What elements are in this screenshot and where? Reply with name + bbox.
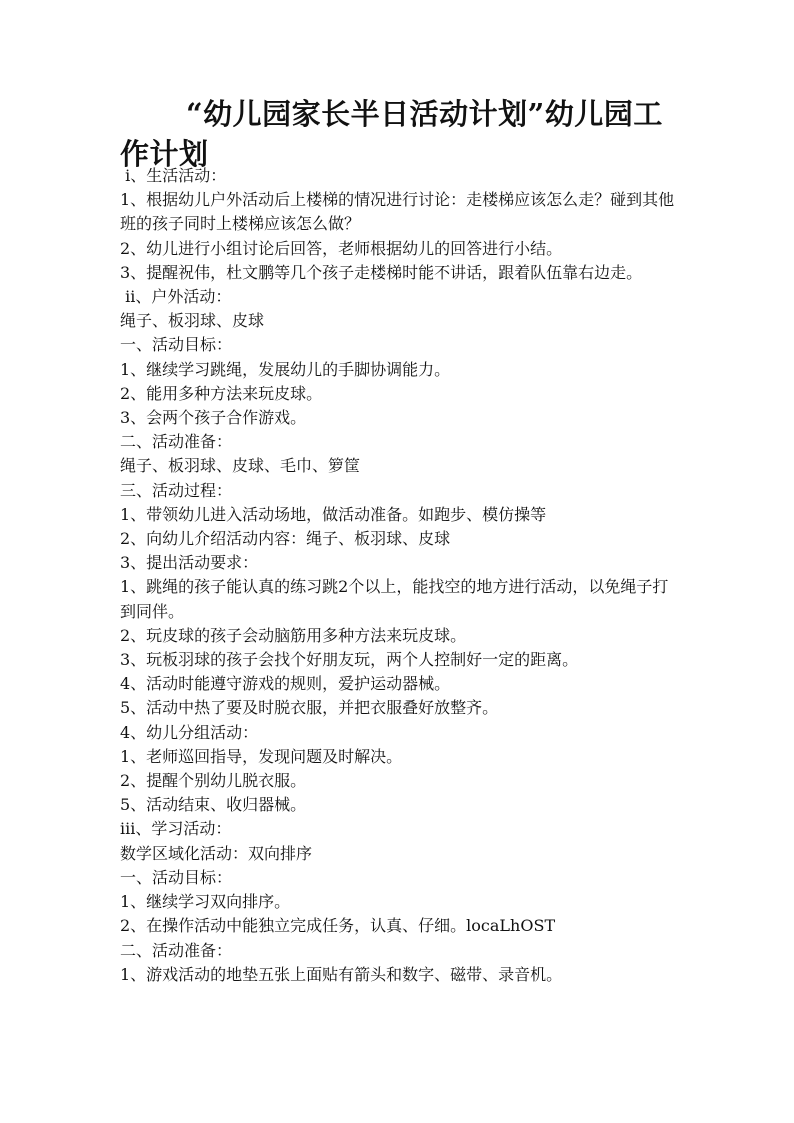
text-line: 绳子、板羽球、皮球 [120,311,265,331]
text-line: 3、提醒祝伟，杜文鹏等几个孩子走楼梯时能不讲话，跟着队伍靠右边走。 [120,262,643,282]
text-line: 绳子、板羽球、皮球、毛巾、箩筐 [120,456,361,476]
text-line: 1、游戏活动的地垫五张上面贴有箭头和数字、磁带、录音机。 [120,964,563,984]
text-line: 二、活动准备： [120,940,233,960]
text-line: 2、在操作活动中能独立完成任务，认真、仔细。locaLhOST [120,916,556,936]
text-line: ⅲ、学习活动： [120,819,232,839]
document-title: “幼儿园家长半日活动计划”幼儿园工作计划 [120,97,663,171]
text-line: 1、老师巡回指导，发现问题及时解决。 [120,746,403,766]
text-line: 1、继续学习跳绳，发展幼儿的手脚协调能力。 [120,359,451,379]
text-line: 1、继续学习双向排序。 [120,892,291,912]
document-body [120,164,680,987]
text-line: 4、活动时能遵守游戏的规则，爱护运动器械。 [120,674,451,694]
text-line: 5、活动结束、收归器械。 [120,795,307,815]
text-line: 2、幼儿进行小组讨论后回答，老师根据幼儿的回答进行小结。 [120,238,563,258]
text-line: 一、活动目标： [120,867,233,887]
text-line: ⅱ、户外活动： [120,287,232,307]
text-line: 二、活动准备： [120,432,233,452]
text-line: 3、会两个孩子合作游戏。 [120,408,307,428]
text-line: 三、活动过程： [120,480,233,500]
text-line: 4、幼儿分组活动： [120,722,259,742]
text-line: 2、向幼儿介绍活动内容：绳子、板羽球、皮球 [120,529,451,549]
text-line: 2、玩皮球的孩子会动脑筋用多种方法来玩皮球。 [120,625,467,645]
text-line: 1、跳绳的孩子能认真的练习跳2个以上，能找空的地方进行活动，以免绳子打到同伴。 [120,577,669,621]
text-line: 1、带领幼儿进入活动场地，做活动准备。如跑步、模仿操等 [120,504,547,524]
text-line: 一、活动目标： [120,335,233,355]
text-line: 1、根据幼儿户外活动后上楼梯的情况进行讨论：走楼梯应该怎么走？碰到其他班的孩子同时上楼梯应该怎么做？ [120,190,675,234]
text-line: 3、提出活动要求： [120,553,259,573]
text-line: 数学区域化活动：双向排序 [120,843,313,863]
text-line: 2、提醒个别幼儿脱衣服。 [120,771,307,791]
text-line: ⅰ、生活活动： [120,166,227,185]
text-line: 5、活动中热了要及时脱衣服，并把衣服叠好放整齐。 [120,698,499,718]
text-line: 3、玩板羽球的孩子会找个好朋友玩，两个人控制好一定的距离。 [120,650,579,670]
text-line: 2、能用多种方法来玩皮球。 [120,383,323,403]
